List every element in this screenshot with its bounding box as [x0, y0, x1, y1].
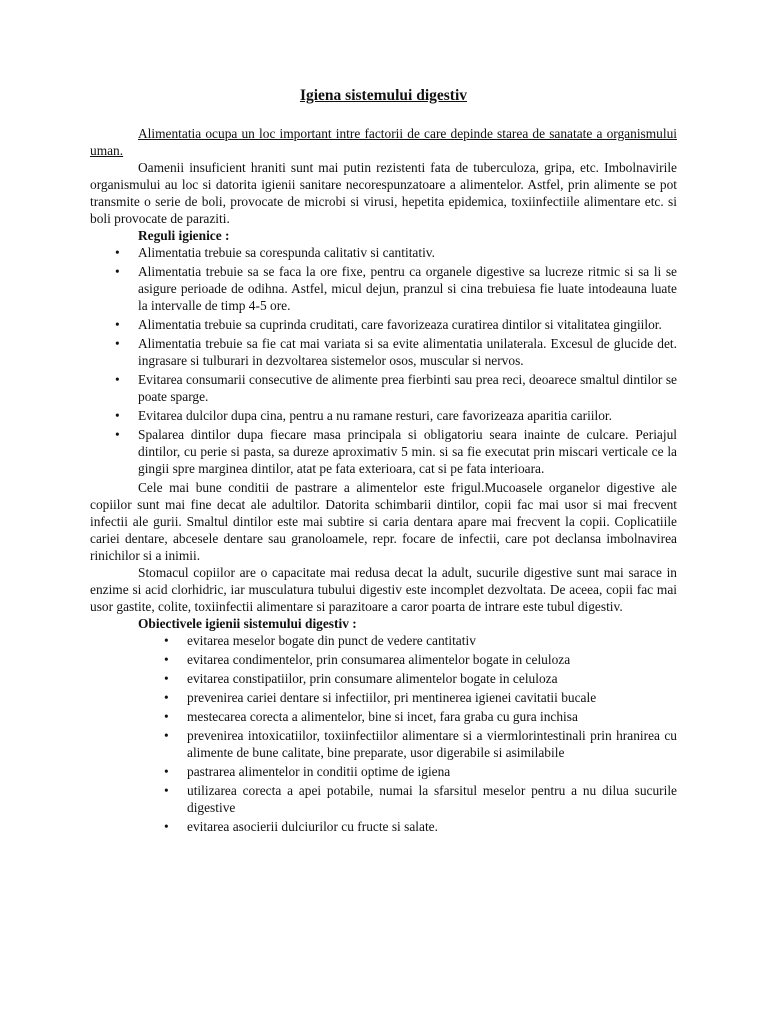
list-item: • Evitarea dulcilor dupa cina, pentru a nu ramane resturi, care favorizeaza aparitia cariilor. [138, 407, 677, 424]
paragraph-children: Stomacul copiilor are o capacitate mai redusa decat la adult, sucurile digestive sunt mai sarace in enzime si acid clorhidric, iar musculatura tubului digestiv este incomplet dezvoltata. De aceea, copii fac mai usor gastite, colite, toxiinfectii alimentare si parazitoare a caror poarta de intrare este tubul digestiv. [90, 565, 677, 614]
rules-list [90, 244, 677, 477]
objectives-list [90, 632, 677, 835]
list-item: • prevenirea cariei dentare si infectiilor, pri mentinerea igienei cavitatii bucale [187, 689, 677, 706]
document-page [90, 86, 677, 837]
paragraph-risks: Oamenii insuficient hraniti sunt mai putin rezistenti fata de tuberculoza, gripa, etc. Imbolnavirile organismului au loc si datorita igienii sanitare necorespunzatoare a alimentelor. Astfel, prin alimente se pot transmite o serie de boli, provocate de microbi si virusi, hepetita epidemica, toxiinfectiile alimentare etc. si boli provocate de paraziti. [90, 160, 677, 226]
list-item: • evitarea meselor bogate din punct de vedere cantitativ [187, 632, 677, 649]
list-item: • Alimentatia trebuie sa cuprinda cruditati, care favorizeaza curatirea dintilor si vitalitatea gingiilor. [138, 316, 677, 333]
list-item: • Alimentatia trebuie sa se faca la ore fixe, pentru ca organele digestive sa lucreze ritmic si sa li se asigure perioade de odihna. Astfel, micul dejun, pranzul si cina trebuiesa fie luate intodeauna luate la intervalle de timp 4-5 ore. [138, 263, 677, 314]
list-item: • Alimentatia trebuie sa fie cat mai variata si sa evite alimentatia unilaterala. Excesul de glucide det. ingrasare si tulburari in dezvoltarea sistemelor osos, muscular si nervos. [138, 335, 677, 369]
list-item: • prevenirea intoxicatiilor, toxiinfectiilor alimentare si a viermlorintestinali prin hranirea cu alimente de bune calitate, bine preparate, usor digerabile si asimilabile [187, 727, 677, 761]
list-item: • Alimentatia trebuie sa corespunda calitativ si cantitativ. [138, 244, 677, 261]
paragraph-storage: Cele mai bune conditii de pastrare a alimentelor este frigul.Mucoasele organelor digestive ale copiilor sunt mai fine decat ale adultilor. Datorita schimbarii dintilor, copii fac mai usor si mai frecvent infectii ale gurii. Smaltul dintilor este mai subtire si caria dentara apare mai frecvent la copii. Coplicatiile cariei dentare, abcesele dentare sau granoloamele, repr. focare de infectii, care pot declansa imbolnavirea rinichilor si a inimii. [90, 480, 677, 563]
intro-paragraph: Alimentatia ocupa un loc important intre factorii de care depinde starea de sanatate a organismului uman. [90, 126, 677, 158]
list-item: • evitarea asocierii dulciurilor cu fructe si salate. [187, 818, 677, 835]
list-item: • evitarea condimentelor, prin consumarea alimentelor bogate in celuloza [187, 651, 677, 668]
list-item: • Evitarea consumarii consecutive de alimente prea fierbinti sau prea reci, deoarece smaltul dintilor se poate sparge. [138, 371, 677, 405]
list-item: • utilizarea corecta a apei potabile, numai la sfarsitul meselor pentru a nu dilua sucurile digestive [187, 782, 677, 816]
list-item: • pastrarea alimentelor in conditii optime de igiena [187, 763, 677, 780]
document-title: Igiena sistemului digestiv [299, 87, 468, 104]
list-item: • evitarea constipatiilor, prin consumare alimentelor bogate in celuloza [187, 670, 677, 687]
rules-heading: Reguli igienice : [138, 228, 230, 243]
list-item: • mestecarea corecta a alimentelor, bine si incet, fara graba cu gura inchisa [187, 708, 677, 725]
objectives-heading: Obiectivele igienii sistemului digestiv : [138, 616, 357, 631]
list-item: • Spalarea dintilor dupa fiecare masa principala si obligatoriu seara inainte de culcare. Periajul dintilor, cu perie si pasta, sa dureze aproximativ 5 min. si sa fie executat prin miscari verticale ce la gingii spre marginea dintilor, atat pe fata exterioara, cat si pe fata interioara. [138, 426, 677, 477]
